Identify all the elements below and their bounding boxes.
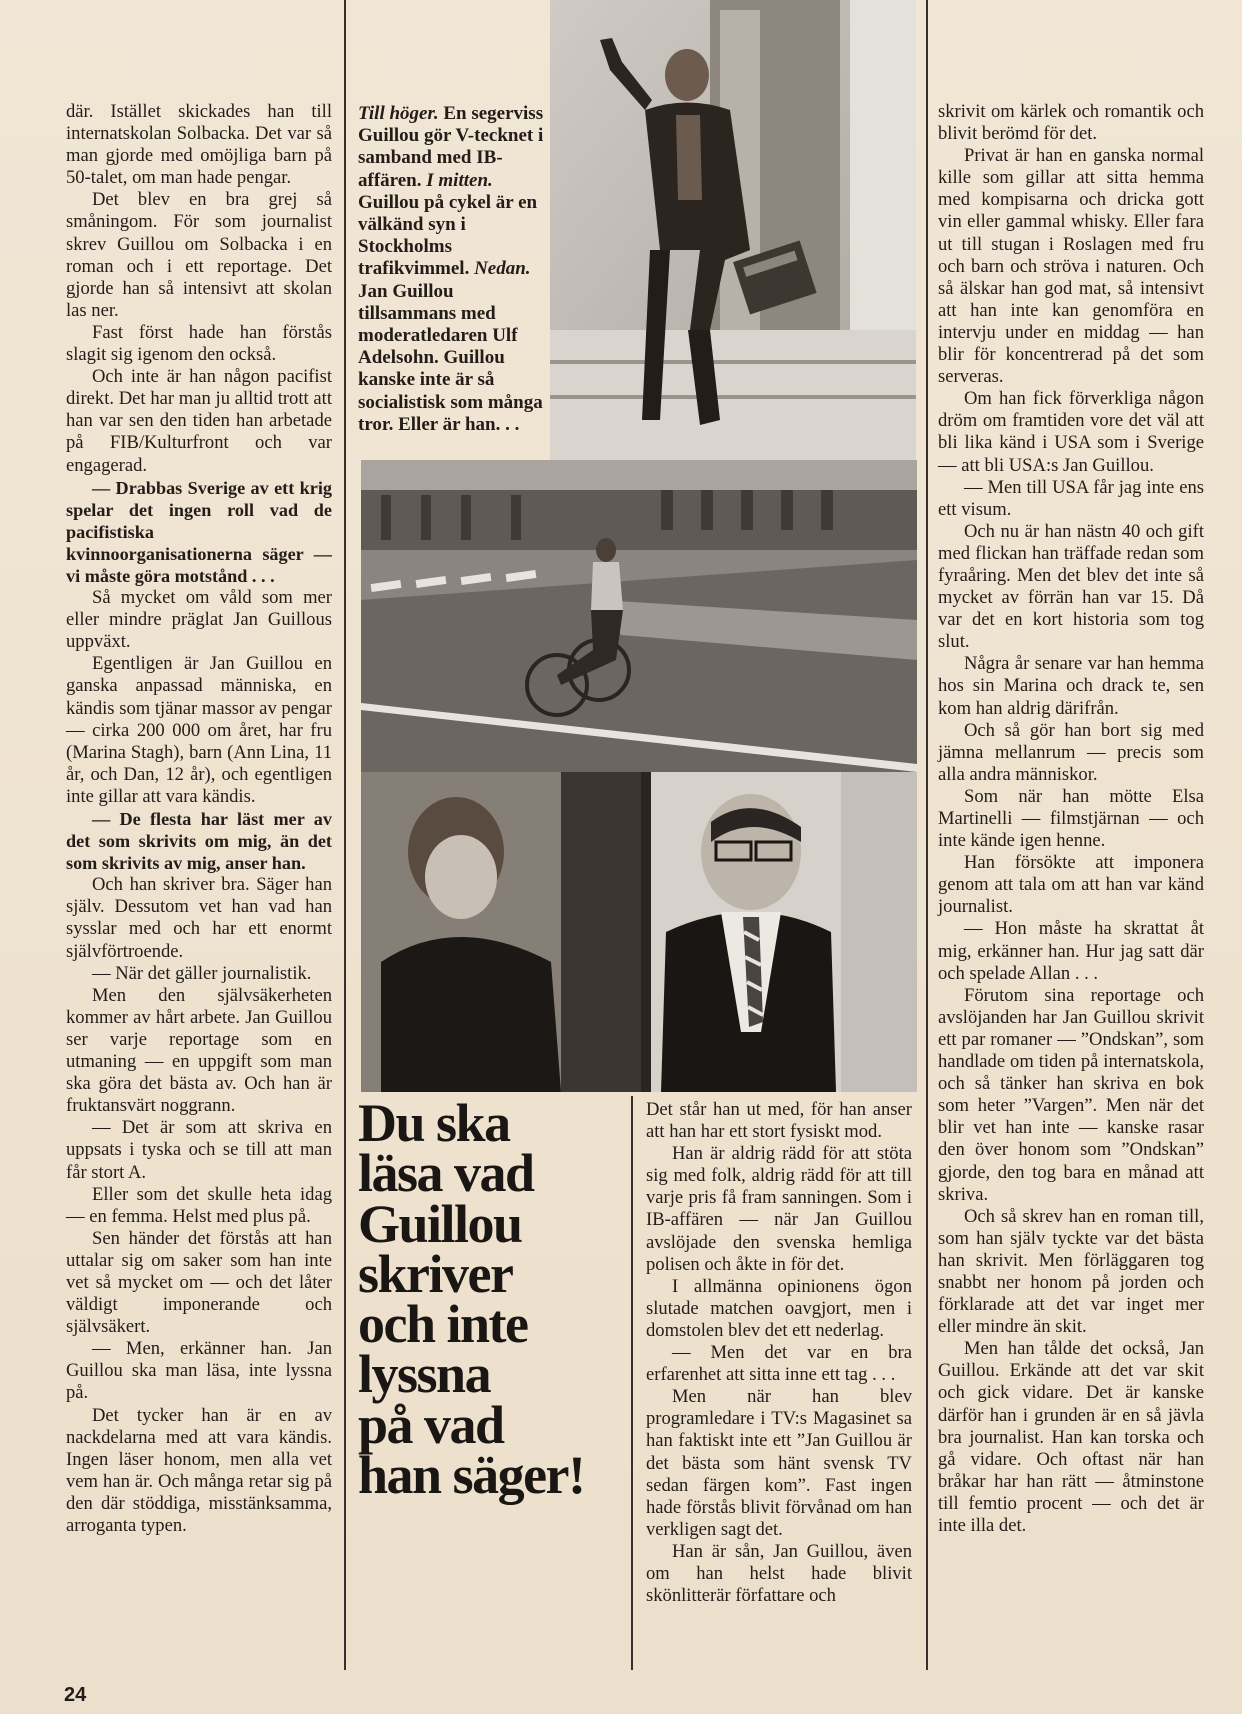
paragraph: Och inte är han någon pacifist direkt. Det har man ju alltid trott att han var sen den tiden han arbetade på FIB/Kulturfront och var engagerad. — [66, 366, 332, 476]
caption-text: Guillou på cykel är en välkänd syn i Stockholms trafikvimmel. — [358, 191, 538, 280]
paragraph: Fast först hade han förstås slagit sig igenom den också. — [66, 321, 332, 366]
paragraph: Och så gör han bort sig med jämna mellanrum — precis som alla andra människor. — [938, 719, 1204, 785]
paragraph: Han försökte att imponera genom att tala om att han var känd journalist. — [938, 852, 1204, 918]
paragraph: Privat är han en ganska normal kille som gillar att sitta hemma med kompisarna och dricka gott vin eller gammal whisky. Eller fara ut till stugan i Roslagen med fru och barn och ströva i naturen. Och så älskar han god mat, så intensivt att han inte kan genomföra en intervju under en middag — han blir för koncentrerad på det som serveras. — [938, 145, 1204, 388]
paragraph: Egentligen är Jan Guillou en ganska anpassad människa, en kändis som tjänar massor av pengar — cirka 200 000 om året, har fru (Marina Stagh), barn (Ann Lina, 11 år, och Dan, 12 år), och egentligen inte gillar att vara kändis. — [66, 653, 332, 807]
paragraph: I allmänna opinionens ögon slutade matchen oavgjort, men i domstolen blev det ett nederlag. — [646, 1275, 912, 1341]
caption-label-below: Nedan. — [474, 258, 531, 280]
quote-paragraph: — Drabbas Sverige av ett krig spelar det ingen roll vad de pacifistiska kvinnoorganisationerna säger — vi måste göra motstånd . . . — [66, 477, 332, 586]
photo-cyclist — [361, 460, 917, 772]
paragraph: Han är sån, Jan Guillou, även om han helst hade blivit skönlitterär författare och — [646, 1540, 912, 1607]
caption-label-right: Till höger. — [358, 103, 439, 124]
headline-line: på vad — [358, 1394, 504, 1455]
paragraph: Men han tålde det också, Jan Guillou. Erkände att det var skit och gick vidare. Det är kanske därför han i grunden är en så jävla bra journalist. Han kan torska och gå vidare. Och oftast när han bråkar har han rätt — åtminstone till femtio procent — och det är inte illa det. — [938, 1338, 1204, 1536]
paragraph: — Men till USA får jag inte ens ett visum. — [938, 476, 1204, 520]
paragraph: Så mycket om våld som mer eller mindre präglat Jan Guillous uppväxt. — [66, 587, 332, 653]
paragraph: Och så skrev han en roman till, som han själv tyckte var det bästa han skrivit. Men förläggaren tog snabbt ner honom på jorden och förklarade att det var inget mer eller mindre än skit. — [938, 1205, 1204, 1338]
column-rule-middle — [631, 1096, 633, 1670]
right-column — [938, 101, 1204, 1537]
paragraph: Några år senare var han hemma hos sin Marina och drack te, sen kom han aldrig därifrån. — [938, 653, 1204, 719]
quote-paragraph: — De flesta har läst mer av det som skrivits om mig, än det som skrivits av mig, anser han. — [66, 809, 332, 874]
paragraph: — Det är som att skriva en uppsats i tyska och se till att man får stort A. — [66, 1117, 332, 1183]
paragraph: Men när han blev programledare i TV:s Magasinet sa han faktiskt inte ett ”Jan Guillou är det bästa som hänt svensk TV sedan färgen kom”. Fast ingen hade förstås blivit förvånad om han verkligen sagt det. — [646, 1386, 912, 1540]
left-column — [66, 101, 332, 1537]
headline-line: Du ska — [358, 1093, 510, 1153]
paragraph: Som när han mötte Elsa Martinelli — filmstjärnan — och inte kände igen henne. — [938, 785, 1204, 852]
paragraph: — Men det var en bra erfarenhet att sitta inne ett tag . . . — [646, 1342, 912, 1386]
paragraph: Förutom sina reportage och avslöjanden har Jan Guillou skrivit ett par romaner — ”Ondskan”, som handlade om tiden på internatskola, och så tänker han skriva en bok som heter ”Vargen”. Men när det blir vet han inte — kanske rasar den över honom som ”Ondskan” gjorde, den tog bara en månad att skriva. — [938, 984, 1204, 1205]
photo-guillou-adelsohn — [361, 772, 917, 1092]
headline-line: lyssna — [358, 1344, 491, 1405]
headline-line: skriver — [358, 1243, 513, 1304]
paragraph: Och han skriver bra. Säger han själv. Dessutom vet han vad han sysslar med och har ett enormt självförtroende. — [66, 874, 332, 962]
caption-label-middle: I mitten. — [426, 169, 493, 191]
paragraph: där. Istället skickades han till internatskolan Solbacka. Det var så man gjorde med omöjliga barn på 50-talet, om man hade pengar. — [66, 101, 332, 189]
headline-line: läsa vad — [358, 1143, 534, 1204]
page-number: 24 — [64, 1684, 87, 1706]
middle-column — [646, 1099, 912, 1607]
photo-v-sign — [550, 0, 916, 460]
paragraph: Om han fick förverkliga någon dröm om framtiden vore det väl att bli lika känd i USA som i Sverige — att bli USA:s Jan Guillou. — [938, 388, 1204, 476]
paragraph: Det står han ut med, för han anser att han har ett stort fysiskt mod. — [646, 1099, 912, 1143]
headline-line: och inte — [358, 1294, 528, 1355]
paragraph: Eller som det skulle heta idag — en femma. Helst med plus på. — [66, 1183, 332, 1227]
paragraph: Det blev en bra grej så småningom. För som journalist skrev Guillou om Solbacka i en roman och i ett reportage. Det gjorde han så intensivt att skolan las ner. — [66, 189, 332, 321]
headline-line: han säger! — [358, 1445, 585, 1506]
headline-line: Guillou — [358, 1193, 522, 1254]
photo-guillou-adelsohn-image — [361, 772, 917, 1092]
column-rule-right — [926, 0, 928, 1670]
photo-cyclist-image — [361, 460, 917, 772]
paragraph: — När det gäller journalistik. — [92, 962, 312, 984]
paragraph: Sen händer det förstås att han uttalar sig om saker som han inte vet så mycket om — och det låter väldigt imponerande och självsäkert. — [66, 1227, 332, 1338]
paragraph: Och nu är han nästn 40 och gift med flickan han träffade redan som fyraåring. Men det blev det inte så mycket av förrän han var 15. Då var det en kort historia som tog slut. — [938, 520, 1204, 653]
paragraph: Det tycker han är en av nackdelarna med att vara kändis. Ingen läser honom, men alla vet vem han är. Och många retar sig på den där stöddiga, misstänksamma, arroganta typen. — [66, 1404, 332, 1536]
headline — [358, 1093, 620, 1506]
photo-caption — [358, 103, 544, 436]
caption-text: Jan Guillou tillsammans med moderatledaren Ulf Adelsohn. Guillou kanske inte är så socialistisk som många tror. Eller är han. . . — [358, 280, 543, 435]
paragraph: — Men, erkänner han. Jan Guillou ska man läsa, inte lyssna på. — [66, 1338, 332, 1404]
caption-text: En segerviss Guillou gör V-tecknet i samband med IB-affären. — [358, 103, 544, 191]
paragraph: skrivit om kärlek och romantik och blivit berömd för det. — [938, 101, 1204, 145]
column-rule-left — [344, 0, 346, 1670]
paragraph: Han är aldrig rädd för att stöta sig med folk, aldrig rädd för att till varje pris få fram sanningen. Som i IB-affären — när Jan Guillou avslöjade den svenska hemliga polisen och åkte in för det. — [646, 1143, 912, 1275]
photo-v-sign-image — [550, 0, 916, 460]
paragraph: — Hon måste ha skrattat åt mig, erkänner han. Hur jag satt där och spelade Allan . . . — [938, 918, 1204, 984]
paragraph: Men den självsäkerheten kommer av hårt arbete. Jan Guillou ser varje reportage som en utmaning — en uppgift som man ska göra det bästa av. Och han är fruktansvärt noggrann. — [66, 984, 332, 1117]
